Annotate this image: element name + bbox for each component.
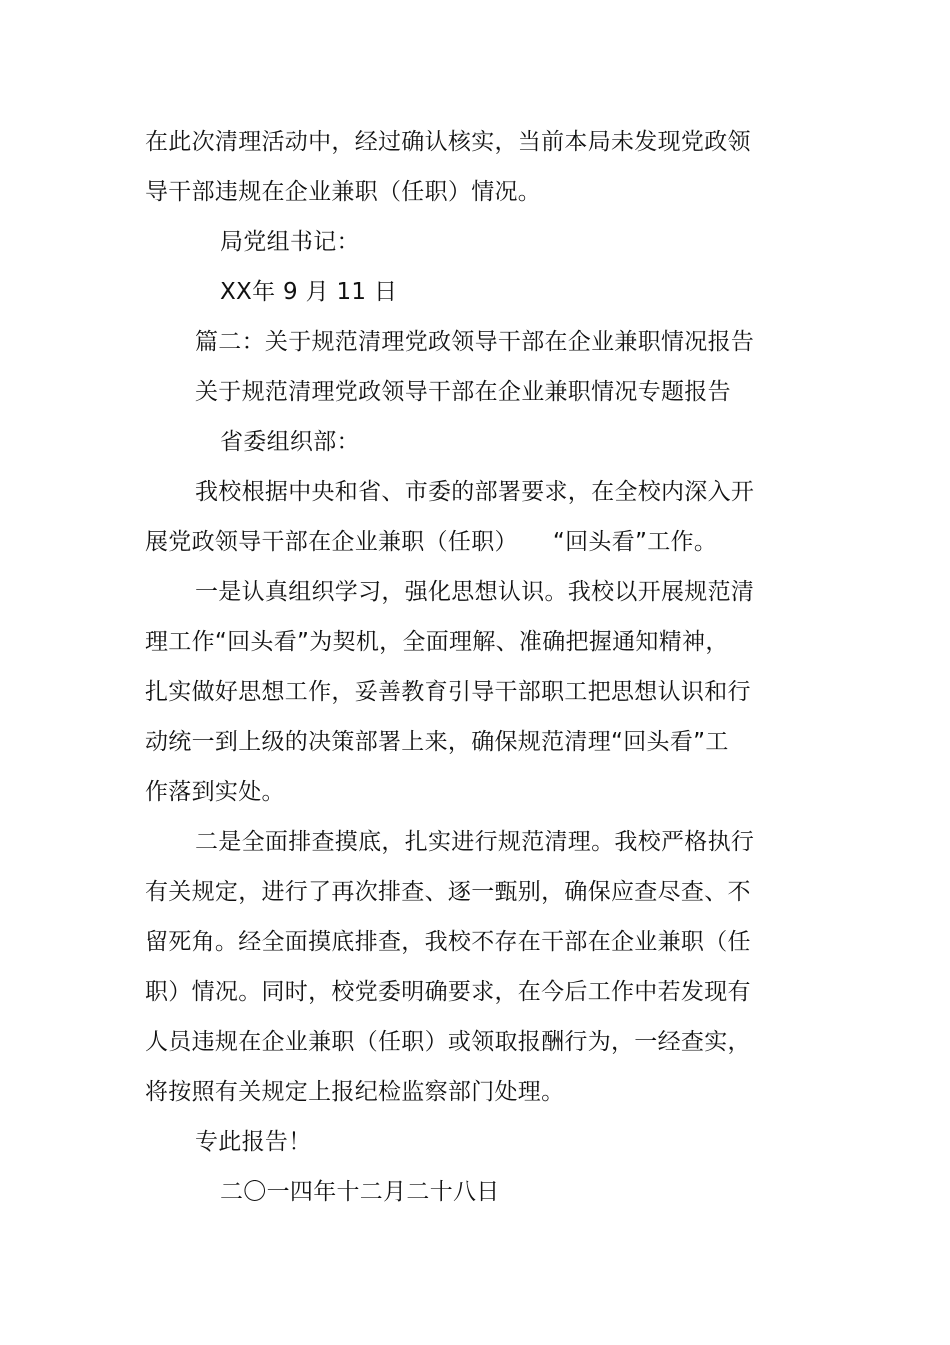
body-line: 人员违规在企业兼职（任职）或领取报酬行为，一经查实， bbox=[145, 1029, 751, 1055]
body-line: 职）情况。同时，校党委明确要求，在今后工作中若发现有 bbox=[145, 979, 751, 1005]
signature-title: 局党组书记： bbox=[220, 229, 360, 255]
body-line: 将按照有关规定上报纪检监察部门处理。 bbox=[145, 1079, 565, 1105]
body-line: 扎实做好思想工作，妥善教育引导干部职工把思想认识和行 bbox=[145, 679, 751, 705]
body-line: 导干部违规在企业兼职（任职）情况。 bbox=[145, 179, 542, 205]
body-line: 展党政领导干部在企业兼职（任职） “回头看”工作。 bbox=[145, 529, 718, 555]
body-line: 作落到实处。 bbox=[145, 779, 285, 805]
report-title: 关于规范清理党政领导干部在企业兼职情况专题报告 bbox=[195, 379, 731, 405]
body-line: 有关规定，进行了再次排查、逐一甄别，确保应查尽查、不 bbox=[145, 879, 751, 905]
closing-line: 专此报告！ bbox=[195, 1129, 312, 1155]
body-line: 我校根据中央和省、市委的部署要求，在全校内深入开 bbox=[195, 479, 755, 505]
body-line: 在此次清理活动中，经过确认核实，当前本局未发现党政领 bbox=[145, 129, 751, 155]
body-line: 二是全面排查摸底，扎实进行规范清理。我校严格执行 bbox=[195, 829, 755, 855]
section-heading: 篇二：关于规范清理党政领导干部在企业兼职情况报告 bbox=[195, 329, 755, 355]
body-line: 动统一到上级的决策部署上来，确保规范清理“回头看”工 bbox=[145, 729, 729, 755]
body-line: 留死角。经全面摸底排查，我校不存在干部在企业兼职（任 bbox=[145, 929, 751, 955]
signature-date: XX年 9 月 11 日 bbox=[220, 279, 398, 305]
body-line: 理工作“回头看”为契机，全面理解、准确把握通知精神， bbox=[145, 629, 729, 655]
body-line: 一是认真组织学习，强化思想认识。我校以开展规范清 bbox=[195, 579, 755, 605]
closing-date: 二〇一四年十二月二十八日 bbox=[220, 1179, 500, 1205]
recipient: 省委组织部： bbox=[220, 429, 360, 455]
